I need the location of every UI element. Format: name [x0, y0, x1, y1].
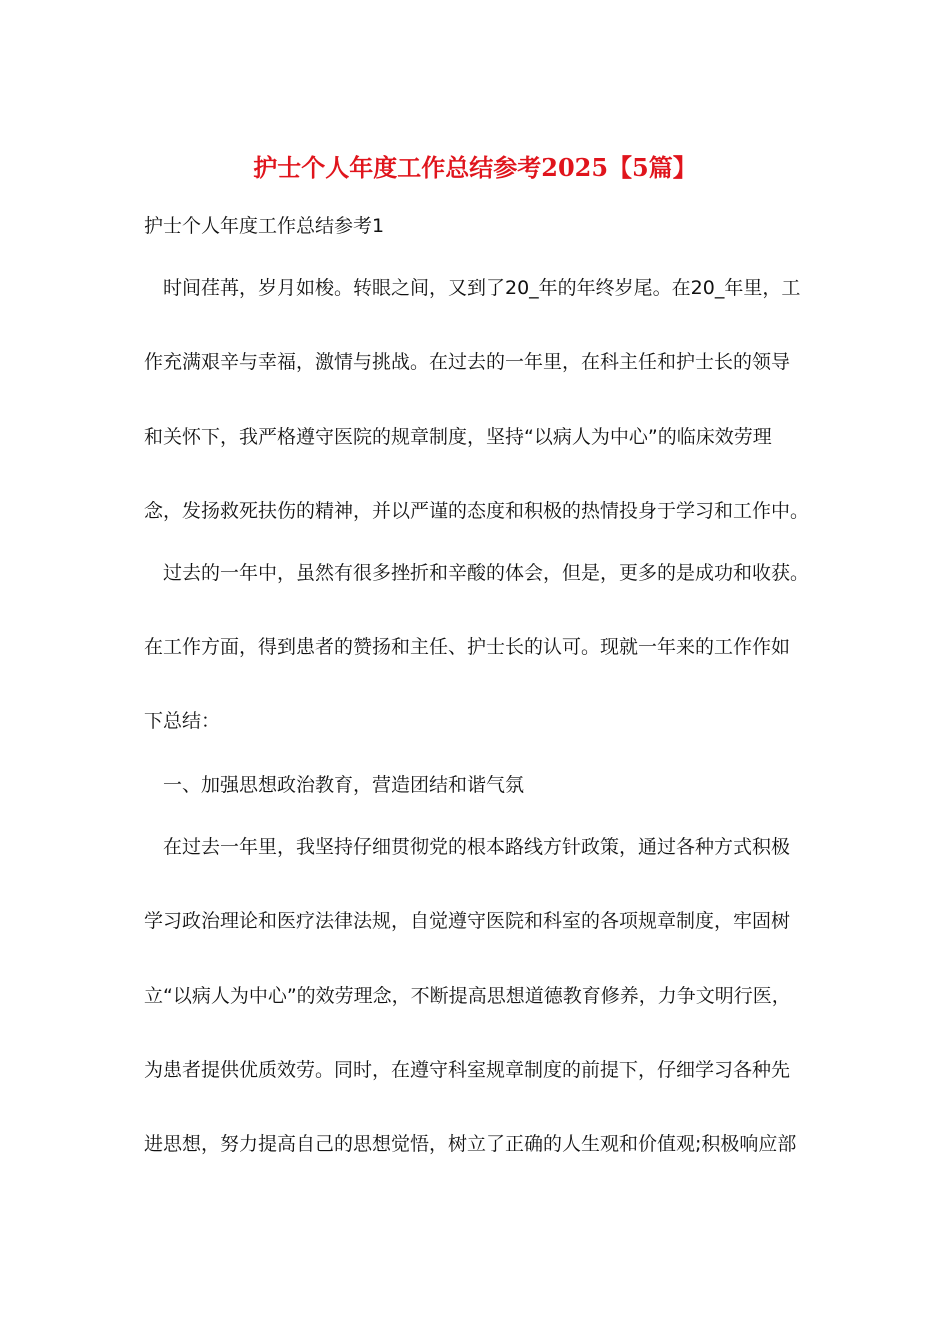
paragraph-line: 过去的一年中，虽然有很多挫折和辛酸的体会，但是，更多的是成功和收获。	[163, 562, 810, 584]
paragraph-line: 在过去一年里，我坚持仔细贯彻党的根本路线方针政策，通过各种方式积极	[163, 836, 791, 858]
paragraph-line: 和关怀下，我严格遵守医院的规章制度，坚持“以病人为中心”的临床效劳理	[144, 426, 772, 448]
paragraph-line: 立“以病人为中心”的效劳理念，不断提高思想道德教育修养，力争文明行医，	[144, 985, 791, 1007]
paragraph-line: 进思想，努力提高自己的思想觉悟，树立了正确的人生观和价值观;积极响应部	[144, 1133, 797, 1155]
paragraph-line: 为患者提供优质效劳。同时，在遵守科室规章制度的前提下，仔细学习各种先	[144, 1059, 791, 1081]
document-title: 护士个人年度工作总结参考2025【5篇】	[253, 153, 697, 182]
paragraph-line: 学习政治理论和医疗法律法规，自觉遵守医院和科室的各项规章制度，牢固树	[144, 910, 791, 932]
section-subtitle: 护士个人年度工作总结参考1	[144, 215, 385, 237]
paragraph-line: 下总结：	[144, 710, 221, 732]
paragraph-line: 作充满艰辛与幸福，激情与挑战。在过去的一年里，在科主任和护士长的领导	[144, 351, 791, 373]
section-heading: 一、加强思想政治教育，营造团结和谐气氛	[163, 774, 525, 796]
paragraph-line: 在工作方面，得到患者的赞扬和主任、护士长的认可。现就一年来的工作作如	[144, 636, 791, 658]
paragraph-line: 时间荏苒，岁月如梭。转眼之间，又到了20_年的年终岁尾。在20_年里，工	[163, 277, 801, 299]
paragraph-line: 念，发扬救死扶伤的精神，并以严谨的态度和积极的热情投身于学习和工作中。	[144, 500, 810, 522]
